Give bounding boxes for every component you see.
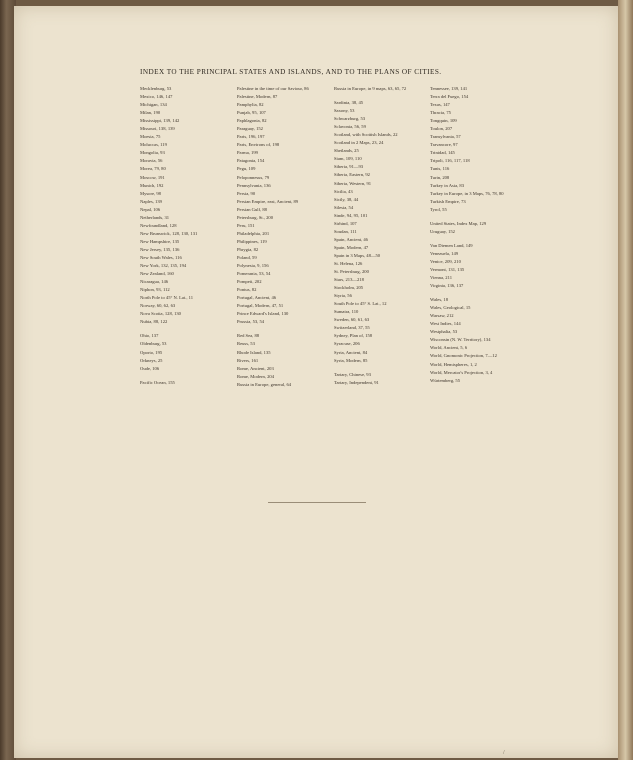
index-entry: Venice, 209, 210 (430, 258, 461, 264)
index-entry: Rome, Ancient, 203 (237, 365, 274, 371)
page-edge (618, 0, 633, 760)
index-entry: Philippines, 119 (237, 238, 267, 244)
index-entry: Scotland, with Scottish Islands, 22 (334, 132, 398, 138)
index-entry: Travancore, 97 (430, 142, 458, 148)
index-entry: Mecklenburg, 53 (140, 86, 172, 91)
index-entry: Pacific Ocean, 155 (140, 379, 175, 385)
index-entry: Stockholm, 205 (334, 285, 364, 291)
index-entry: Westphalia, 53 (430, 329, 458, 335)
index-entry: Pennsylvania, 136 (237, 182, 271, 188)
index-entry: Mysore, 98 (140, 190, 161, 196)
index-entry: Spain, Ancient, 46 (334, 236, 368, 242)
index-entry: Niphon, 93, 112 (140, 287, 170, 293)
index-column-2 (237, 85, 333, 389)
index-entry: Wales, 18 (430, 297, 448, 303)
index-column-1 (140, 85, 236, 387)
index-entry: New Jersey, 135, 136 (140, 246, 180, 252)
index-entry: Wisconsin (N. W. Territory), 134 (430, 337, 491, 343)
index-entry: Silesia, 54 (334, 204, 354, 210)
index-entry: Rome, Modern, 204 (237, 373, 275, 379)
page-mark: / (503, 750, 505, 756)
index-entry: Tongquin, 109 (430, 118, 457, 124)
index-entry: Prince Edward's Island, 130 (237, 311, 289, 317)
index-entry: Pegu, 109 (237, 166, 256, 172)
index-entry: Pontus, 82 (237, 287, 257, 293)
index-entry: Russia in Europe, in 9 maps, 63, 65, 72 (334, 86, 407, 91)
index-entry: Terra del Fuego, 154 (430, 94, 469, 100)
index-entry: Spain in 3 Maps, 48—50 (334, 252, 381, 258)
index-entry: World, Gnomonic Projection, 7—12 (430, 353, 497, 359)
index-entry: Patagonia, 154 (237, 158, 265, 164)
index-entry: Virginia, 136, 137 (430, 283, 464, 289)
index-entry: Poland, 59 (237, 254, 257, 260)
index-entry: Paris, Environs of, 198 (237, 142, 280, 148)
index-entry: Rivers, 161 (237, 357, 259, 363)
index-entry: Turkish Empire, 73 (430, 198, 466, 204)
index-entry: World, Hemispheres, 1, 2 (430, 361, 477, 367)
index-entry: Missouri, 138, 139 (140, 126, 175, 132)
index-entry: Turkey in Europe, in 3 Maps, 76, 78, 80 (430, 190, 504, 196)
index-entry: Portugal, Ancient, 46 (237, 295, 277, 301)
index-entry: Siam, 109, 110 (334, 156, 362, 162)
index-entry: Sweden, 60, 61, 63 (334, 317, 370, 323)
index-entry: Petersburg, St., 200 (237, 214, 274, 220)
index-entry: Scotland in 2 Maps, 23, 24 (334, 140, 384, 146)
index-entry: Siberia, 91—93 (334, 164, 364, 170)
index-entry: Turin, 208 (430, 174, 450, 180)
index-entry: Mississippi, 139, 142 (140, 118, 180, 124)
index-entry: Munich, 192 (140, 182, 164, 188)
index-entry: Tunis, 116 (430, 166, 450, 172)
index-entry: Sinde, 94, 95, 101 (334, 212, 368, 218)
index-entry: Transylvania, 57 (430, 134, 461, 140)
index-entry: Switzerland, 37, 55 (334, 325, 370, 331)
index-column-4 (430, 85, 526, 385)
index-entry: Orkneys, 25 (140, 357, 163, 363)
index-entry: Michigan, 134 (140, 102, 167, 108)
index-entry: Uruguay, 152 (430, 228, 455, 234)
index-entry: Pamphylia, 82 (237, 102, 264, 108)
index-entry: New Hampshire, 135 (140, 238, 180, 244)
index-entry: Siberia, Eastern, 92 (334, 172, 370, 178)
index-entry: Philadelphia, 201 (237, 230, 270, 236)
index-entry: Sicily, 38, 44 (334, 196, 359, 202)
index-entry: Tartary, Independent, 91 (334, 379, 379, 385)
index-entry: Moluccas, 119 (140, 142, 167, 148)
index-entry: Red Sea, 88 (237, 333, 260, 339)
index-entry: Sclavonia, 56, 59 (334, 124, 366, 130)
index-entry: Sardinia, 38, 45 (334, 100, 364, 106)
index-entry: South Pole to 45° S. Lat., 12 (334, 301, 387, 307)
index-entry: New Zealand, 160 (140, 271, 174, 277)
index-entry: Moesia, 75 (140, 134, 161, 140)
index-entry: Trinidad, 145 (430, 150, 455, 156)
index-entry: Venezuela, 149 (430, 250, 459, 256)
index-entry: Syracuse, 206 (334, 341, 360, 347)
index-entry: New York, 132, 135, 194 (140, 263, 187, 269)
index-entry: Morea, 79, 80 (140, 166, 166, 172)
index-entry: New Brunswick, 128, 130, 131 (140, 230, 198, 236)
index-entry: New South Wales, 116 (140, 254, 182, 260)
index-entry: Paraguay, 152 (237, 126, 263, 132)
index-entry: Persian Gulf, 88 (237, 206, 267, 212)
index-entry: Punjab, 95, 107 (237, 110, 266, 116)
index-entry: Palestine in the time of our Saviour, 86 (237, 86, 309, 91)
index-entry: Turkey in Asia, 83 (430, 182, 465, 188)
index-entry: Nicaragua, 146 (140, 279, 169, 285)
index-entry: Naples, 139 (140, 198, 162, 204)
index-column-3 (334, 85, 430, 387)
index-entry: St. Petersburg, 200 (334, 269, 369, 275)
index-entry: Oude, 106 (140, 365, 160, 371)
index-entry: Sicilia, 43 (334, 188, 353, 194)
index-entry: Sumatra, 110 (334, 309, 359, 315)
index-entry: Van Diemen Land, 149 (430, 242, 473, 248)
index-entry: Norway, 60, 62, 63 (140, 303, 176, 309)
index-entry: Saxony, 53 (334, 108, 355, 114)
index-entry: United States, Index Map, 129 (430, 220, 487, 226)
index-entry: Phrygia, 82 (237, 246, 259, 252)
index-entry: Mexico, 146, 147 (140, 94, 173, 100)
index-entry: Syria, Modern, 85 (334, 357, 368, 363)
index-entry: Persian Empire, east, Ancient, 89 (237, 198, 299, 204)
index-entry: Prussia, 53, 54 (237, 319, 265, 325)
index-entry: Vermont, 131, 135 (430, 266, 465, 272)
index-entry: Paris, 196, 197 (237, 134, 265, 140)
index-entry: Nova Scotia, 128, 130 (140, 311, 181, 317)
index-entry: Paphlagonia, 82 (237, 118, 267, 124)
index-entry: Palestine, Modern, 87 (237, 94, 278, 100)
index-entry: Styria, 56 (334, 293, 352, 299)
index-entry: Polynesia, 9, 156 (237, 263, 269, 269)
index-entry: Würtemberg, 55 (430, 377, 461, 383)
index-entry: Ohio, 137 (140, 333, 159, 339)
index-entry: World, Ancient, 5, 6 (430, 345, 468, 351)
index-entry: Toulon, 207 (430, 126, 453, 132)
index-entry: Tripoli, 116, 117, 118 (430, 158, 470, 164)
index-entry: Spain, Modern, 47 (334, 244, 369, 250)
index-entry: Newfoundland, 128 (140, 222, 177, 228)
index-entry: Sirhind, 107 (334, 220, 357, 226)
index-entry: Siberia, Western, 91 (334, 180, 372, 186)
index-entry: West Indies, 144 (430, 321, 461, 327)
index-entry: Moscow, 191 (140, 174, 165, 180)
index-entry: St. Helena, 126 (334, 260, 363, 266)
index-entry: Netherlands, 31 (140, 214, 170, 220)
index-entry: Moravia, 56 (140, 158, 163, 164)
index-entry: Oporto, 195 (140, 349, 163, 355)
index-entry: Oldenburg, 53 (140, 341, 167, 347)
index-entry: Texas, 147 (430, 102, 450, 108)
index-entry: Tartary, Chinese, 93 (334, 371, 371, 377)
index-entry: World, Mercator's Projection, 3, 4 (430, 369, 493, 375)
index-entry: Peru, 151 (237, 222, 255, 228)
index-entry: North Pole to 45° N. Lat., 11 (140, 295, 194, 301)
index-entry: Soudan, 111 (334, 228, 357, 234)
index-entry: Portugal, Modern, 47, 51 (237, 303, 284, 309)
index-entry: Thracia, 75 (430, 110, 451, 116)
index-entry: Warsaw, 212 (430, 313, 454, 319)
index-entry: Nepal, 106 (140, 206, 161, 212)
index-entry: Peloponnesus, 79 (237, 174, 270, 180)
divider-rule (268, 502, 366, 503)
index-entry: Persia, 90 (237, 190, 256, 196)
index-entry: Vienna, 211 (430, 275, 453, 281)
index-entry: Rhode Island, 135 (237, 349, 271, 355)
index-entry: Pompeii, 202 (237, 279, 262, 285)
index-entry: Wales, Geological, 15 (430, 305, 471, 311)
index-entry: Russia in Europe, general, 64 (237, 381, 292, 387)
index-entry: Stars, 213—218 (334, 277, 364, 283)
index-entry: Milan, 190 (140, 110, 161, 116)
index-title: INDEX TO THE PRINCIPAL STATES AND ISLANDS, AND TO THE PLANS OF CITIES. (140, 68, 442, 76)
index-entry: Parma, 199 (237, 150, 258, 156)
index-entry: Schwarzburg, 53 (334, 116, 366, 122)
index-entry: Tyrol, 55 (430, 206, 447, 212)
index-entry: Reuss, 53 (237, 341, 255, 347)
index-entry: Syria, Ancient, 84 (334, 349, 368, 355)
index-entry: Pomerania, 53, 54 (237, 271, 271, 277)
index-entry: Shetlands, 25 (334, 148, 359, 154)
index-entry: Mongolia, 93 (140, 150, 165, 156)
index-entry: Sydney, Plan of, 158 (334, 333, 373, 339)
index-entry: Nubia, 88, 122 (140, 319, 168, 325)
index-entry: Tennessee, 139, 141 (430, 86, 468, 91)
